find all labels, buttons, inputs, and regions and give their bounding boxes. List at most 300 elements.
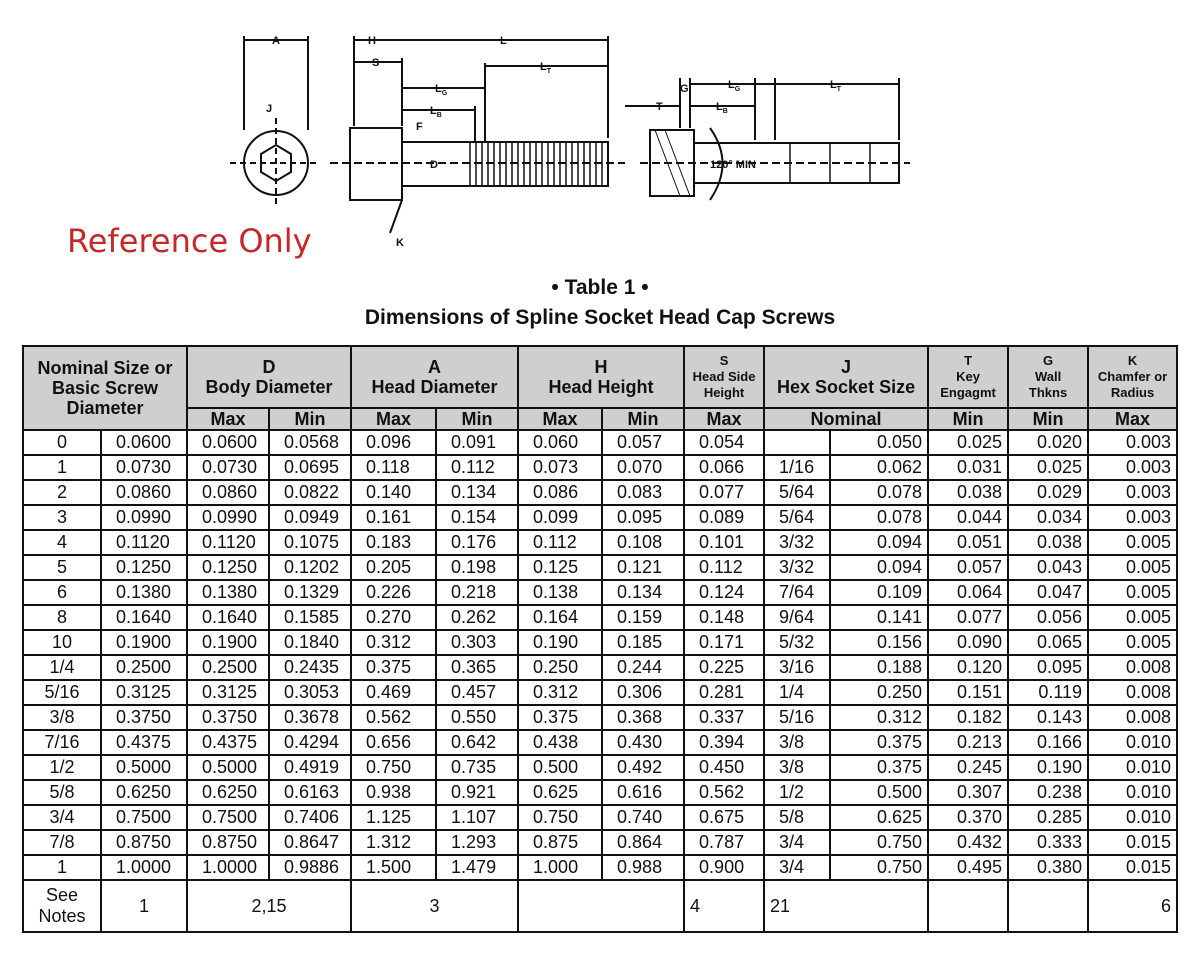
cell-hmin: 0.244 (602, 655, 684, 680)
table-row (23, 630, 1177, 655)
cell-hmax: 0.500 (518, 755, 602, 780)
cell-amax: 1.312 (351, 830, 436, 855)
table-heading (0, 273, 1200, 333)
cell-jdec: 0.078 (830, 480, 928, 505)
cell-hmax: 0.875 (518, 830, 602, 855)
cell-jdec: 0.625 (830, 805, 928, 830)
cell-jdec: 0.062 (830, 455, 928, 480)
table-row (23, 805, 1177, 830)
table-row (23, 455, 1177, 480)
cell-dmax: 0.3750 (187, 705, 269, 730)
sub-g-min: Min (1008, 408, 1088, 430)
cell-jfrac: 9/64 (764, 605, 830, 630)
cell-hmax: 0.438 (518, 730, 602, 755)
cell-dmax: 0.7500 (187, 805, 269, 830)
header-s-name: Head Side Height (692, 369, 756, 400)
cell-hmin: 0.070 (602, 455, 684, 480)
cell-g: 0.025 (1008, 455, 1088, 480)
cell-hmax: 0.750 (518, 805, 602, 830)
cell-g: 0.020 (1008, 430, 1088, 455)
cell-s: 0.089 (684, 505, 764, 530)
cell-s: 0.066 (684, 455, 764, 480)
cell-amin: 1.293 (436, 830, 518, 855)
cell-jdec: 0.750 (830, 830, 928, 855)
cell-k: 0.010 (1088, 780, 1177, 805)
dim-lt-label: $L_T$ (540, 61, 552, 75)
cell-amin: 0.091 (436, 430, 518, 455)
cell-amax: 0.375 (351, 655, 436, 680)
cell-amax: 0.750 (351, 755, 436, 780)
table-row (23, 480, 1177, 505)
cell-dmin: 0.4919 (269, 755, 351, 780)
cell-basic: 0.5000 (101, 755, 187, 780)
cell-hmax: 0.250 (518, 655, 602, 680)
header-s (684, 346, 764, 408)
cell-basic: 0.1640 (101, 605, 187, 630)
header-h-letter: H (594, 357, 608, 377)
cell-s: 0.112 (684, 555, 764, 580)
cell-dmin: 0.4294 (269, 730, 351, 755)
cell-jfrac: 5/64 (764, 480, 830, 505)
cell-hmin: 0.864 (602, 830, 684, 855)
cell-jfrac: 5/32 (764, 630, 830, 655)
cell-hmin: 0.057 (602, 430, 684, 455)
dim-g-label: G (680, 83, 689, 95)
cell-s: 0.281 (684, 680, 764, 705)
cell-size: 0 (23, 430, 101, 455)
cell-basic: 0.1250 (101, 555, 187, 580)
sub-d-max: Max (187, 408, 269, 430)
table-row (23, 780, 1177, 805)
cell-jfrac: 1/16 (764, 455, 830, 480)
cell-t: 0.057 (928, 555, 1008, 580)
cell-amin: 0.921 (436, 780, 518, 805)
header-t (928, 346, 1008, 408)
cell-hmin: 0.095 (602, 505, 684, 530)
cell-amax: 1.500 (351, 855, 436, 880)
table-row (23, 705, 1177, 730)
header-d-letter: D (262, 357, 276, 377)
cell-t: 0.245 (928, 755, 1008, 780)
cell-s: 0.148 (684, 605, 764, 630)
cell-amax: 0.140 (351, 480, 436, 505)
dim-f-label: F (416, 121, 423, 133)
dim-j-label: J (266, 103, 273, 115)
cell-amin: 0.303 (436, 630, 518, 655)
header-s-letter: S (719, 353, 729, 368)
cell-t: 0.038 (928, 480, 1008, 505)
cell-t: 0.120 (928, 655, 1008, 680)
cell-t: 0.031 (928, 455, 1008, 480)
dim-lg-section-label: $L_G$ (728, 79, 741, 93)
notes-label: See Notes (23, 880, 101, 932)
cell-dmin: 0.9886 (269, 855, 351, 880)
cell-s: 0.900 (684, 855, 764, 880)
cell-basic: 0.0990 (101, 505, 187, 530)
dim-lg-label: $L_G$ (435, 83, 448, 97)
cell-hmin: 0.430 (602, 730, 684, 755)
cell-basic: 0.1380 (101, 580, 187, 605)
cell-dmax: 0.4375 (187, 730, 269, 755)
cell-basic: 0.4375 (101, 730, 187, 755)
cell-size: 1/2 (23, 755, 101, 780)
cell-s: 0.101 (684, 530, 764, 555)
cell-size: 7/16 (23, 730, 101, 755)
cell-amin: 0.550 (436, 705, 518, 730)
cell-dmax: 0.6250 (187, 780, 269, 805)
cell-k: 0.003 (1088, 480, 1177, 505)
cell-size: 5/8 (23, 780, 101, 805)
cell-dmin: 0.6163 (269, 780, 351, 805)
cell-size: 1 (23, 455, 101, 480)
cell-hmin: 0.108 (602, 530, 684, 555)
cell-s: 0.054 (684, 430, 764, 455)
cell-g: 0.095 (1008, 655, 1088, 680)
dim-lb-label: $L_B$ (430, 105, 442, 119)
cell-t: 0.151 (928, 680, 1008, 705)
notes-k: 6 (1088, 880, 1177, 932)
cell-amin: 0.218 (436, 580, 518, 605)
cell-hmax: 0.164 (518, 605, 602, 630)
cell-g: 0.285 (1008, 805, 1088, 830)
cell-basic: 0.2500 (101, 655, 187, 680)
cell-k: 0.008 (1088, 705, 1177, 730)
cell-s: 0.394 (684, 730, 764, 755)
header-a (351, 346, 518, 408)
cell-amax: 0.161 (351, 505, 436, 530)
cell-dmin: 0.2435 (269, 655, 351, 680)
technical-drawing (230, 18, 930, 258)
table-row (23, 580, 1177, 605)
reference-only-label: Reference Only (67, 222, 312, 260)
cell-amin: 0.134 (436, 480, 518, 505)
cell-dmax: 0.0860 (187, 480, 269, 505)
header-a-name: Head Diameter (371, 377, 498, 397)
header-j-name: Hex Socket Size (777, 377, 916, 397)
header-h (518, 346, 684, 408)
cell-dmax: 0.1640 (187, 605, 269, 630)
cell-k: 0.010 (1088, 805, 1177, 830)
header-t-letter: T (964, 353, 973, 368)
notes-nominal: 1 (101, 880, 187, 932)
cell-jdec: 0.094 (830, 530, 928, 555)
cell-hmax: 0.060 (518, 430, 602, 455)
cell-size: 10 (23, 630, 101, 655)
cell-size: 1 (23, 855, 101, 880)
cell-size: 2 (23, 480, 101, 505)
notes-h (518, 880, 684, 932)
cell-amax: 0.205 (351, 555, 436, 580)
cell-s: 0.337 (684, 705, 764, 730)
cell-t: 0.025 (928, 430, 1008, 455)
dim-k-label: K (396, 237, 404, 249)
cell-s: 0.171 (684, 630, 764, 655)
dim-h-label: H (368, 35, 376, 47)
cell-g: 0.065 (1008, 630, 1088, 655)
cell-jfrac: 7/64 (764, 580, 830, 605)
cell-amax: 0.183 (351, 530, 436, 555)
cell-size: 5/16 (23, 680, 101, 705)
table-row (23, 855, 1177, 880)
cell-k: 0.005 (1088, 605, 1177, 630)
cell-basic: 1.0000 (101, 855, 187, 880)
cell-g: 0.143 (1008, 705, 1088, 730)
cell-k: 0.005 (1088, 555, 1177, 580)
cell-amin: 0.176 (436, 530, 518, 555)
cell-dmax: 0.8750 (187, 830, 269, 855)
cell-jfrac: 3/8 (764, 730, 830, 755)
cell-dmin: 0.0822 (269, 480, 351, 505)
table-number: • Table 1 • (551, 276, 649, 299)
cell-dmax: 0.1900 (187, 630, 269, 655)
cell-jfrac: 5/16 (764, 705, 830, 730)
cell-k: 0.005 (1088, 580, 1177, 605)
notes-j: 21 (764, 880, 928, 932)
cell-hmax: 0.375 (518, 705, 602, 730)
cell-g: 0.038 (1008, 530, 1088, 555)
table-row (23, 655, 1177, 680)
cell-amax: 0.562 (351, 705, 436, 730)
cell-t: 0.432 (928, 830, 1008, 855)
cell-jdec: 0.375 (830, 730, 928, 755)
cell-t: 0.495 (928, 855, 1008, 880)
cell-amin: 0.112 (436, 455, 518, 480)
cell-dmin: 0.3053 (269, 680, 351, 705)
cell-dmin: 0.0949 (269, 505, 351, 530)
cell-hmin: 0.083 (602, 480, 684, 505)
table-row (23, 555, 1177, 580)
cell-t: 0.370 (928, 805, 1008, 830)
cell-jfrac (764, 430, 830, 455)
cell-dmax: 0.0990 (187, 505, 269, 530)
cell-dmax: 0.0730 (187, 455, 269, 480)
cell-jdec: 0.078 (830, 505, 928, 530)
cell-hmax: 1.000 (518, 855, 602, 880)
sub-k-max: Max (1088, 408, 1177, 430)
cell-g: 0.047 (1008, 580, 1088, 605)
cell-g: 0.034 (1008, 505, 1088, 530)
notes-a: 3 (351, 880, 518, 932)
cell-k: 0.003 (1088, 430, 1177, 455)
notes-s: 4 (684, 880, 764, 932)
table-row (23, 530, 1177, 555)
cell-size: 3 (23, 505, 101, 530)
cell-g: 0.333 (1008, 830, 1088, 855)
cell-hmax: 0.190 (518, 630, 602, 655)
cell-jfrac: 5/8 (764, 805, 830, 830)
dim-d-label: D (430, 159, 438, 171)
cell-k: 0.003 (1088, 505, 1177, 530)
cell-jdec: 0.188 (830, 655, 928, 680)
table-row (23, 605, 1177, 630)
cell-amax: 0.226 (351, 580, 436, 605)
cell-k: 0.005 (1088, 530, 1177, 555)
table-row (23, 680, 1177, 705)
header-d (187, 346, 351, 408)
dim-s-label: S (372, 57, 380, 69)
cell-t: 0.077 (928, 605, 1008, 630)
header-g (1008, 346, 1088, 408)
cell-basic: 0.0860 (101, 480, 187, 505)
cell-hmin: 0.368 (602, 705, 684, 730)
cell-hmax: 0.312 (518, 680, 602, 705)
sub-j-nominal: Nominal (764, 408, 928, 430)
cell-g: 0.056 (1008, 605, 1088, 630)
cell-jdec: 0.094 (830, 555, 928, 580)
header-g-letter: G (1043, 353, 1054, 368)
cell-hmax: 0.086 (518, 480, 602, 505)
header-h-name: Head Height (548, 377, 654, 397)
header-a-letter: A (428, 357, 442, 377)
cell-dmax: 0.1250 (187, 555, 269, 580)
cell-basic: 0.6250 (101, 780, 187, 805)
cell-amin: 0.262 (436, 605, 518, 630)
cell-k: 0.010 (1088, 730, 1177, 755)
dim-lt-section-label: $L_T$ (830, 79, 842, 93)
table-row (23, 830, 1177, 855)
cell-dmax: 0.0600 (187, 430, 269, 455)
cell-size: 7/8 (23, 830, 101, 855)
cell-amin: 0.198 (436, 555, 518, 580)
cell-size: 5 (23, 555, 101, 580)
table-row (23, 755, 1177, 780)
header-g-name: Wall Thkns (1028, 369, 1068, 400)
notes-g (1008, 880, 1088, 932)
cell-jdec: 0.156 (830, 630, 928, 655)
cell-size: 3/8 (23, 705, 101, 730)
sub-h-min: Min (602, 408, 684, 430)
cell-amax: 1.125 (351, 805, 436, 830)
cell-hmin: 0.121 (602, 555, 684, 580)
cell-jfrac: 1/4 (764, 680, 830, 705)
cell-dmin: 0.1329 (269, 580, 351, 605)
header-k-name: Chamfer or Radius (1097, 369, 1168, 400)
cell-dmax: 0.1380 (187, 580, 269, 605)
cell-t: 0.064 (928, 580, 1008, 605)
cell-size: 3/4 (23, 805, 101, 830)
cell-amin: 0.154 (436, 505, 518, 530)
cell-jfrac: 3/16 (764, 655, 830, 680)
cell-jdec: 0.312 (830, 705, 928, 730)
cell-hmax: 0.125 (518, 555, 602, 580)
dim-lb-section-label: $L_B$ (716, 101, 728, 115)
cell-amax: 0.270 (351, 605, 436, 630)
sub-a-min: Min (436, 408, 518, 430)
sub-s-max: Max (684, 408, 764, 430)
cell-basic: 0.7500 (101, 805, 187, 830)
cell-g: 0.238 (1008, 780, 1088, 805)
cell-k: 0.003 (1088, 455, 1177, 480)
cell-basic: 0.0600 (101, 430, 187, 455)
sub-t-min: Min (928, 408, 1008, 430)
cell-amin: 1.479 (436, 855, 518, 880)
cell-hmax: 0.099 (518, 505, 602, 530)
cell-jfrac: 3/4 (764, 855, 830, 880)
cell-jfrac: 1/2 (764, 780, 830, 805)
cell-k: 0.010 (1088, 755, 1177, 780)
cell-t: 0.051 (928, 530, 1008, 555)
notes-d: 2,15 (187, 880, 351, 932)
cell-dmin: 0.1202 (269, 555, 351, 580)
cell-dmin: 0.1585 (269, 605, 351, 630)
sub-h-max: Max (518, 408, 602, 430)
cap-screw-table (22, 345, 1178, 933)
header-j-letter: J (841, 357, 852, 377)
cell-amin: 0.457 (436, 680, 518, 705)
cell-hmin: 0.616 (602, 780, 684, 805)
cell-hmin: 0.306 (602, 680, 684, 705)
cell-t: 0.090 (928, 630, 1008, 655)
cell-jfrac: 3/32 (764, 555, 830, 580)
cell-s: 0.225 (684, 655, 764, 680)
cell-amin: 0.365 (436, 655, 518, 680)
table-row (23, 430, 1177, 455)
cell-t: 0.044 (928, 505, 1008, 530)
cell-dmin: 0.1075 (269, 530, 351, 555)
cell-basic: 0.1900 (101, 630, 187, 655)
cell-hmin: 0.185 (602, 630, 684, 655)
cell-k: 0.015 (1088, 830, 1177, 855)
cell-t: 0.307 (928, 780, 1008, 805)
dim-t-label: T (656, 101, 663, 113)
cell-amin: 0.735 (436, 755, 518, 780)
cell-basic: 0.1120 (101, 530, 187, 555)
cell-s: 0.124 (684, 580, 764, 605)
header-nominal: Nominal Size or Basic Screw Diameter (23, 346, 187, 430)
table-row (23, 505, 1177, 530)
cell-jfrac: 3/4 (764, 830, 830, 855)
cell-g: 0.119 (1008, 680, 1088, 705)
cell-size: 8 (23, 605, 101, 630)
cell-dmax: 0.2500 (187, 655, 269, 680)
cell-dmax: 0.5000 (187, 755, 269, 780)
cell-jdec: 0.109 (830, 580, 928, 605)
angle-120-label: 120° MIN (710, 159, 756, 171)
cell-t: 0.182 (928, 705, 1008, 730)
header-k (1088, 346, 1177, 408)
cell-amax: 0.312 (351, 630, 436, 655)
sub-d-min: Min (269, 408, 351, 430)
cell-basic: 0.8750 (101, 830, 187, 855)
dim-l-label: L (500, 35, 507, 47)
cell-hmin: 0.159 (602, 605, 684, 630)
header-k-letter: K (1127, 353, 1138, 368)
cell-amin: 1.107 (436, 805, 518, 830)
cell-hmin: 0.740 (602, 805, 684, 830)
cell-hmax: 0.112 (518, 530, 602, 555)
cell-amax: 0.118 (351, 455, 436, 480)
cell-dmin: 0.1840 (269, 630, 351, 655)
cell-g: 0.166 (1008, 730, 1088, 755)
cell-amax: 0.656 (351, 730, 436, 755)
header-t-name: Key Engagmt (940, 369, 996, 400)
cell-g: 0.380 (1008, 855, 1088, 880)
table-row (23, 730, 1177, 755)
cell-size: 6 (23, 580, 101, 605)
cell-dmin: 0.0568 (269, 430, 351, 455)
cell-dmin: 0.8647 (269, 830, 351, 855)
cell-jfrac: 5/64 (764, 505, 830, 530)
cell-s: 0.450 (684, 755, 764, 780)
cell-dmax: 1.0000 (187, 855, 269, 880)
cell-g: 0.190 (1008, 755, 1088, 780)
header-d-name: Body Diameter (205, 377, 333, 397)
cell-amin: 0.642 (436, 730, 518, 755)
cell-hmax: 0.625 (518, 780, 602, 805)
cell-basic: 0.0730 (101, 455, 187, 480)
notes-t (928, 880, 1008, 932)
cell-dmin: 0.3678 (269, 705, 351, 730)
